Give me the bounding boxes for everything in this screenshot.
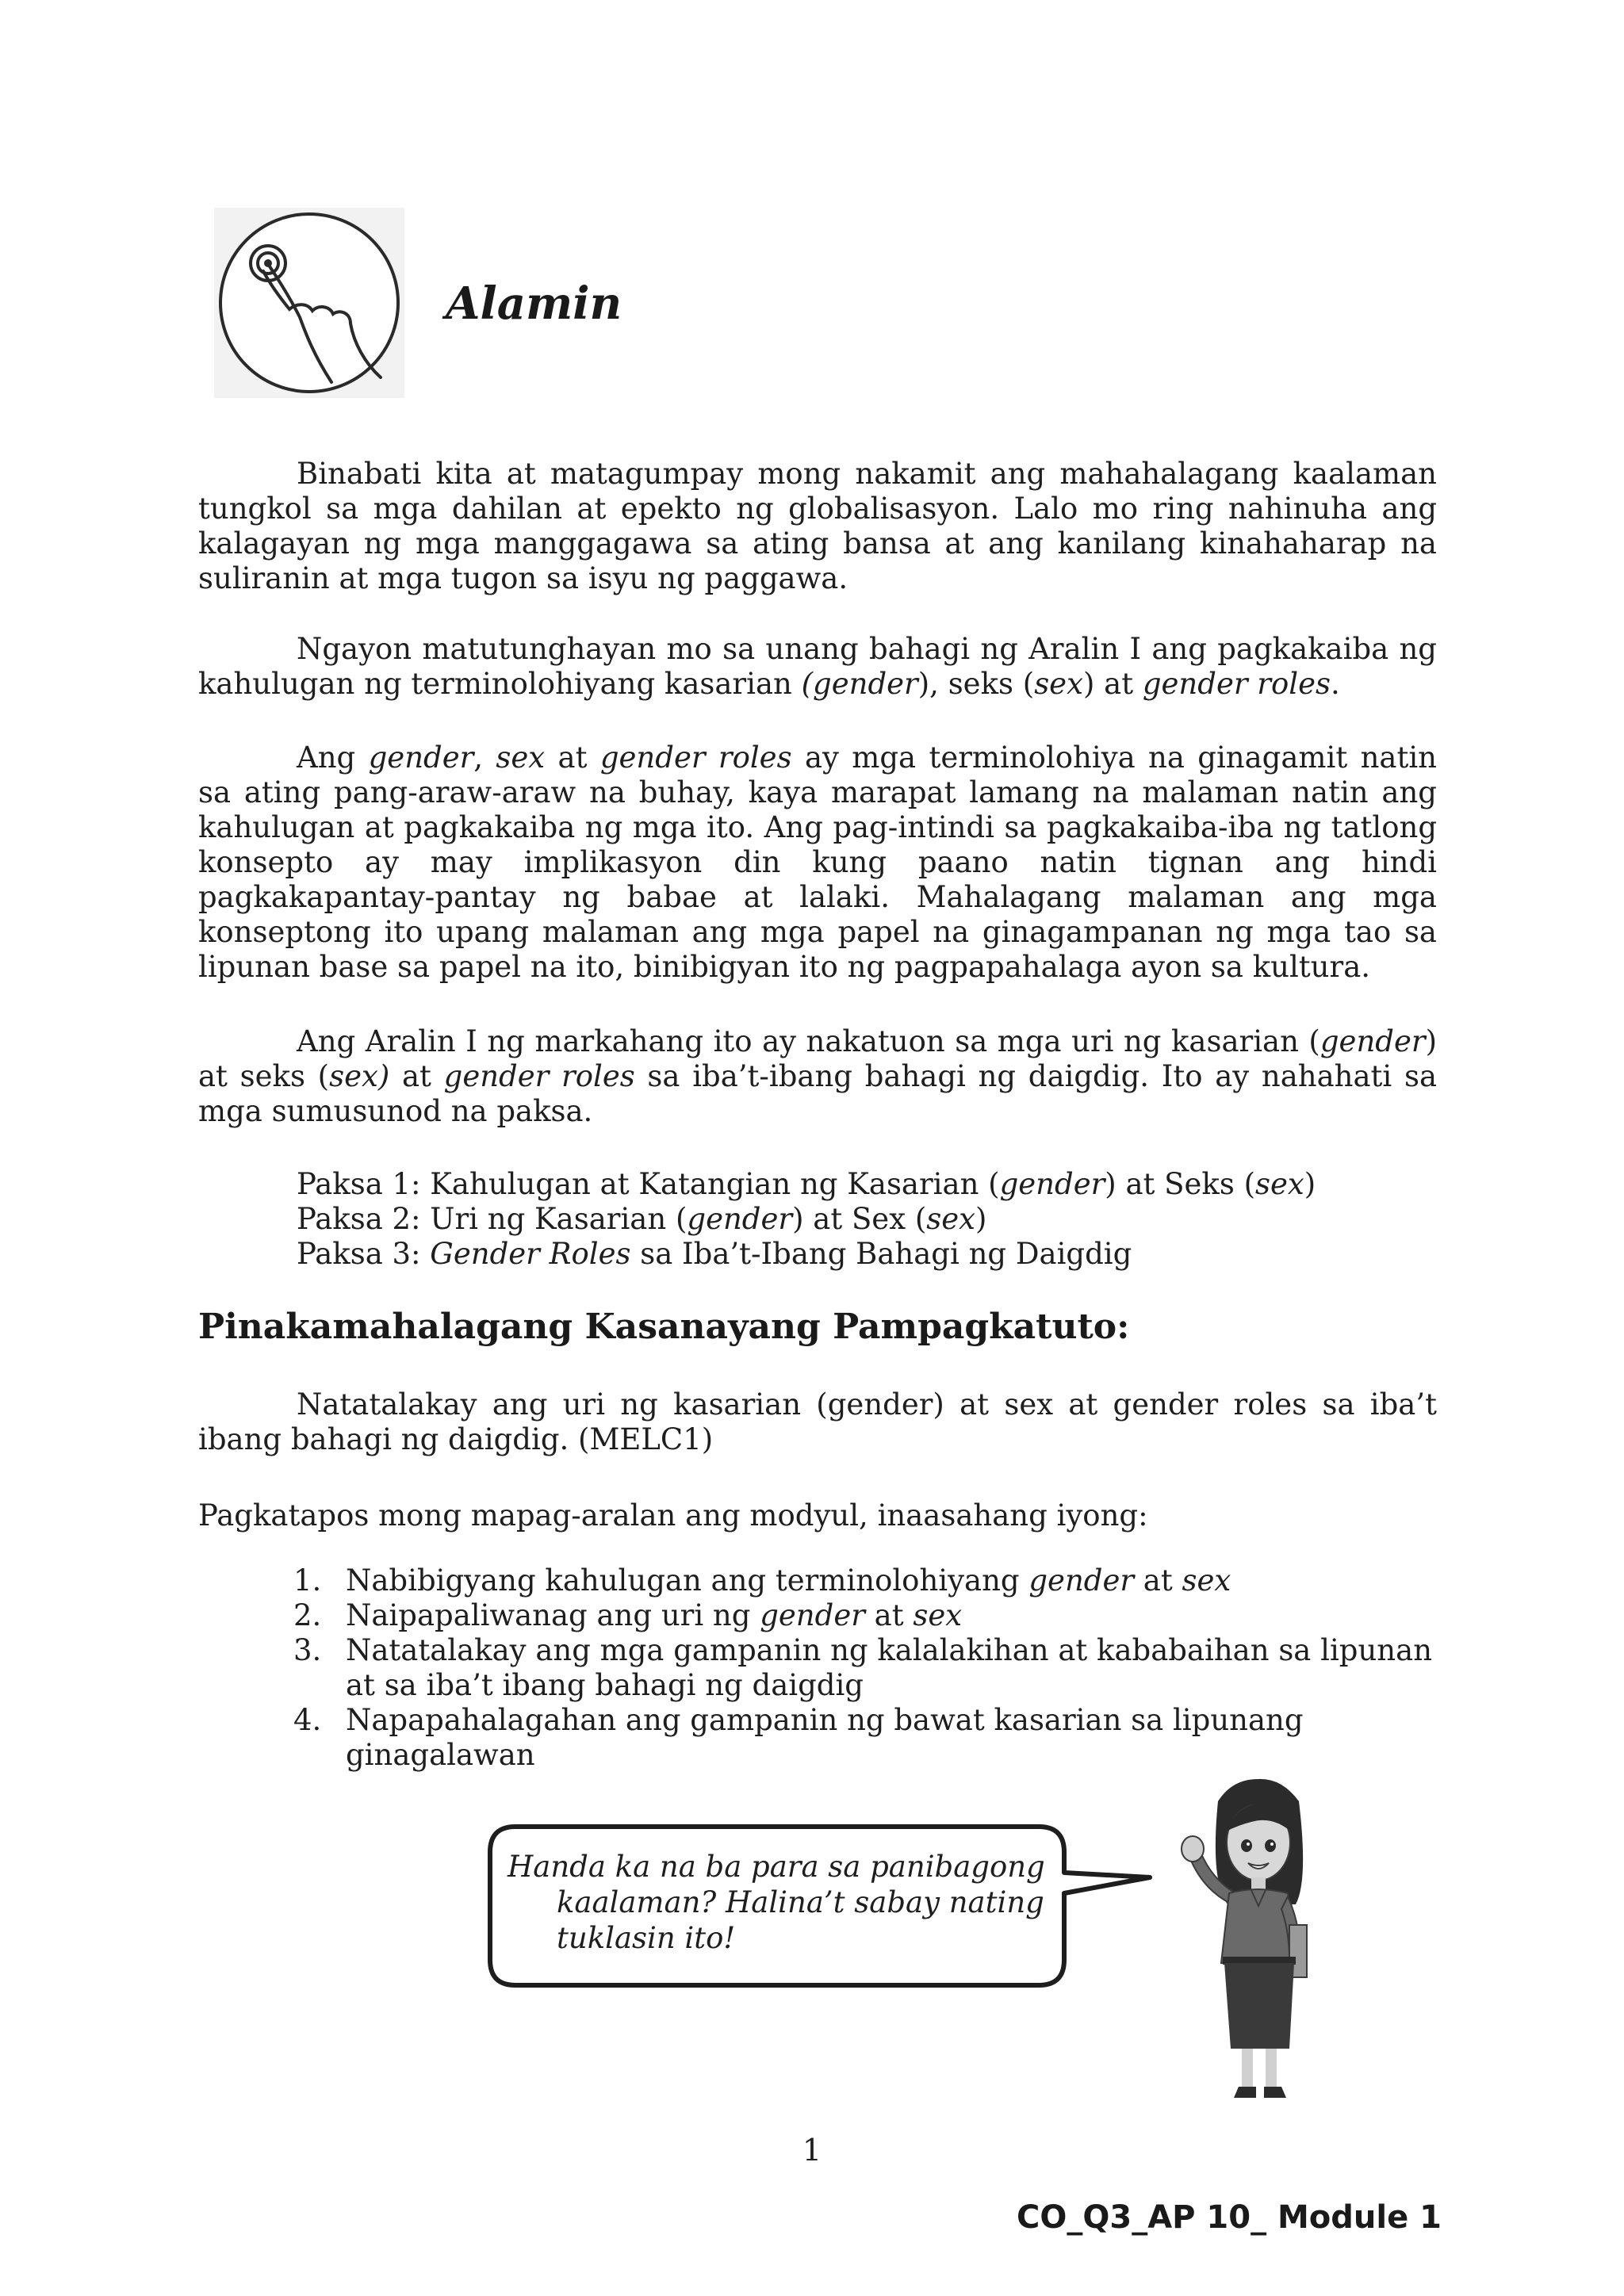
intro-paragraph-2: Ngayon matutunghayan mo sa unang bahagi ng Aralin I ang pagkakaiba ng kahulugan ng terminolohiyang kasarian (gender), seks (sex) at gender roles. xyxy=(198,632,1437,701)
list-item: 1. Nabibigyang kahulugan ang terminolohiyang gender at sex xyxy=(293,1563,1231,1598)
topic-item: Paksa 3: Gender Roles sa Iba’t-Ibang Bahagi ng Daigdig xyxy=(297,1237,1132,1271)
objectives-list xyxy=(293,1563,1443,1773)
touch-hand-icon xyxy=(214,208,404,398)
list-item: 4. Napapahalagahan ang gampanin ng bawat kasarian sa lipunang ginagalawan xyxy=(293,1703,1304,1772)
topic-item: Paksa 1: Kahulugan at Katangian ng Kasarian (gender) at Seks (sex) xyxy=(297,1167,1316,1201)
melc-statement: Natatalakay ang uri ng kasarian (gender) at sex at gender roles sa iba’t ibang bahagi ng daigdig. (MELC1) xyxy=(198,1387,1437,1456)
list-item: 2. Naipapaliwanag ang uri ng gender at sex xyxy=(293,1598,963,1632)
section-title: Alamin xyxy=(446,277,622,330)
speech-bubble-text: Handa ka na ba para sa panibagong kaalaman? Halina’t sabay nating tuklasin ito! xyxy=(508,1850,1045,1955)
intro-paragraph-1: Binabati kita at matagumpay mong nakamit ang mahahalagang kaalaman tungkol sa mga dahilan at epekto ng globalisasyon. Lalo mo ring nahinuha ang kalagayan ng mga manggagawa sa ating bansa at ang kanilang kinahaharap na suliranin at mga tugon sa isyu ng paggawa. xyxy=(198,457,1437,595)
objectives-lead: Pagkatapos mong mapag-aralan ang modyul, inaasahang iyong: xyxy=(198,1498,1148,1533)
list-item: 3. Natatalakay ang mga gampanin ng kalalakihan at kababaihan sa lipunan at sa iba’t ibang bahagi ng daigdig xyxy=(293,1633,1433,1702)
module-code: CO_Q3_AP 10_ Module 1 xyxy=(1017,2199,1442,2236)
topic-item: Paksa 2: Uri ng Kasarian (gender) at Sex (sex) xyxy=(297,1202,987,1236)
page-number: 1 xyxy=(802,2133,822,2168)
teacher-character-illustration xyxy=(1162,1770,1353,2110)
intro-paragraph-3: Ang gender, sex at gender roles ay mga terminolohiya na ginagamit natin sa ating pang-araw-araw na buhay, kaya marapat lamang na malaman natin ang kahulugan at pagkakaiba ng mga ito. Ang pag-intindi sa pagkakaiba-iba ng tatlong konsepto ay may implikasyon din kung paano natin tignan ang hindi pagkakapantay-pantay ng babae at lalaki. Mahalagang malaman ang mga konseptong ito upang malaman ang mga papel na ginagampanan ng mga tao sa lipunan base sa papel na ito, binibigyan ito ng pagpapahalaga ayon sa kultura. xyxy=(198,740,1437,984)
intro-paragraph-4: Ang Aralin I ng markahang ito ay nakatuon sa mga uri ng kasarian (gender) at seks (sex) at gender roles sa iba’t-ibang bahagi ng daigdig. Ito ay nahahati sa mga sumusunod na paksa. xyxy=(198,1024,1438,1128)
melc-heading: Pinakamahalagang Kasanayang Pampagkatuto: xyxy=(198,1307,1130,1347)
